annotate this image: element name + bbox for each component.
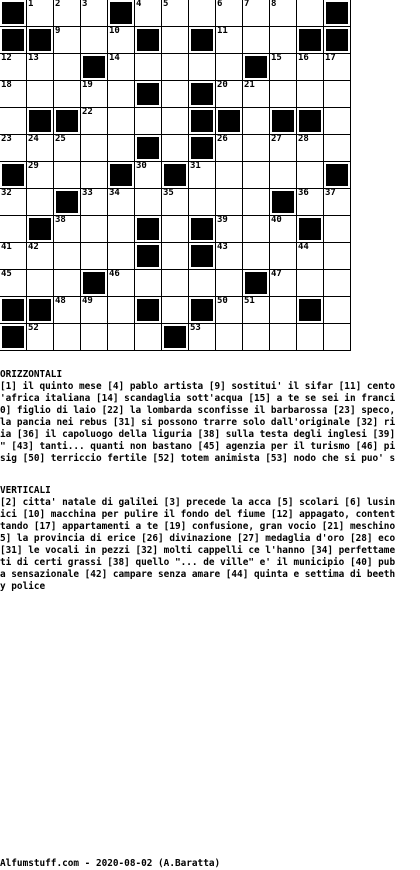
grid-cell[interactable]: [81, 162, 108, 189]
black-cell: [189, 81, 216, 108]
grid-cell[interactable]: [243, 243, 270, 270]
black-cell: [297, 108, 324, 135]
across-clue-line: " [43] tanti... quanti non bastano [45] agenzia per il turismo [46] pi: [0, 441, 396, 452]
grid-cell[interactable]: [81, 216, 108, 243]
grid-cell[interactable]: [243, 324, 270, 351]
grid-cell[interactable]: [216, 297, 243, 324]
clue-number: 18: [1, 80, 12, 90]
grid-cell[interactable]: [297, 135, 324, 162]
grid-cell[interactable]: [0, 270, 27, 297]
clue-number: 22: [82, 107, 93, 117]
black-cell-fill: [2, 299, 24, 321]
grid-cell[interactable]: [270, 297, 297, 324]
clue-number: 12: [1, 53, 12, 63]
grid-cell[interactable]: [189, 0, 216, 27]
grid-cell[interactable]: [54, 270, 81, 297]
grid-cell[interactable]: [324, 189, 351, 216]
footer-credit: Alfumstuff.com - 2020-08-02 (A.Baratta): [0, 858, 221, 869]
grid-cell[interactable]: [297, 162, 324, 189]
grid-cell[interactable]: [243, 216, 270, 243]
black-cell: [81, 54, 108, 81]
grid-cell[interactable]: [243, 135, 270, 162]
grid-cell[interactable]: [81, 189, 108, 216]
grid-cell[interactable]: [216, 54, 243, 81]
clue-number: 36: [298, 188, 309, 198]
grid-cell[interactable]: [135, 108, 162, 135]
grid-cell[interactable]: [162, 27, 189, 54]
black-cell-fill: [137, 218, 159, 240]
clue-number: 15: [271, 53, 282, 63]
grid-cell[interactable]: [0, 108, 27, 135]
clue-number: 40: [271, 215, 282, 225]
clue-number: 8: [271, 0, 277, 9]
down-clue-line: ici [10] macchina per pulire il fondo del fiume [12] appagato, content: [0, 509, 396, 520]
clue-number: 34: [109, 188, 120, 198]
black-cell: [27, 297, 54, 324]
grid-cell[interactable]: [189, 324, 216, 351]
black-cell-fill: [29, 299, 51, 321]
grid-cell[interactable]: [162, 216, 189, 243]
grid-cell[interactable]: [270, 135, 297, 162]
down-clue-line: [31] le vocali in pezzi [32] molti cappelli ce l'hanno [34] perfettame: [0, 545, 396, 556]
clue-number: 13: [28, 53, 39, 63]
grid-cell[interactable]: [324, 270, 351, 297]
black-cell-fill: [326, 164, 348, 186]
black-cell-fill: [29, 29, 51, 51]
crossword-grid: [0, 0, 351, 351]
black-cell: [189, 297, 216, 324]
grid-cell[interactable]: [216, 189, 243, 216]
clue-number: 1: [28, 0, 34, 9]
black-cell: [135, 243, 162, 270]
clue-number: 3: [82, 0, 88, 9]
clue-number: 27: [271, 134, 282, 144]
black-cell-fill: [326, 2, 348, 24]
grid-cell[interactable]: [27, 0, 54, 27]
grid-cell[interactable]: [0, 54, 27, 81]
black-cell: [297, 27, 324, 54]
black-cell-fill: [299, 29, 321, 51]
grid-cell[interactable]: [81, 135, 108, 162]
across-clue-line: ia [36] il capoluogo della liguria [38] sulla testa degli inglesi [39]: [0, 429, 396, 440]
black-cell: [297, 297, 324, 324]
black-cell: [81, 270, 108, 297]
black-cell-fill: [299, 218, 321, 240]
black-cell-fill: [29, 218, 51, 240]
grid-cell[interactable]: [324, 81, 351, 108]
grid-cell[interactable]: [297, 270, 324, 297]
grid-cell[interactable]: [0, 135, 27, 162]
clue-number: 37: [325, 188, 336, 198]
black-cell: [189, 108, 216, 135]
clue-number: 45: [1, 269, 12, 279]
black-cell: [324, 27, 351, 54]
black-cell-fill: [191, 299, 213, 321]
grid-cell[interactable]: [297, 54, 324, 81]
grid-cell[interactable]: [243, 162, 270, 189]
clue-number: 43: [217, 242, 228, 252]
across-clue-line: [1] il quinto mese [4] pablo artista [9] sostitui' il sifar [11] cento: [0, 381, 396, 392]
grid-cell[interactable]: [189, 162, 216, 189]
clue-number: 4: [136, 0, 142, 9]
black-cell-fill: [191, 137, 213, 159]
grid-cell[interactable]: [108, 81, 135, 108]
clue-number: 2: [55, 0, 61, 9]
grid-cell[interactable]: [108, 54, 135, 81]
black-cell: [108, 0, 135, 27]
grid-cell[interactable]: [81, 324, 108, 351]
clue-number: 25: [55, 134, 66, 144]
black-cell-fill: [110, 2, 132, 24]
grid-cell[interactable]: [54, 324, 81, 351]
grid-cell[interactable]: [297, 189, 324, 216]
black-cell: [270, 108, 297, 135]
black-cell: [270, 189, 297, 216]
clue-number: 19: [82, 80, 93, 90]
down-clue-line: a sensazionale [42] campare senza amare [44] quinta e settima di beeth: [0, 569, 396, 580]
grid-cell[interactable]: [27, 54, 54, 81]
across-heading: ORIZZONTALI: [0, 369, 63, 380]
grid-cell[interactable]: [324, 108, 351, 135]
black-cell: [0, 162, 27, 189]
clue-number: 52: [28, 323, 39, 333]
clue-number: 33: [82, 188, 93, 198]
grid-cell[interactable]: [324, 324, 351, 351]
grid-cell[interactable]: [54, 81, 81, 108]
grid-cell[interactable]: [54, 297, 81, 324]
grid-cell[interactable]: [270, 54, 297, 81]
grid-cell[interactable]: [27, 189, 54, 216]
grid-cell[interactable]: [27, 324, 54, 351]
grid-cell[interactable]: [54, 243, 81, 270]
grid-cell[interactable]: [162, 189, 189, 216]
clue-number: 32: [1, 188, 12, 198]
clue-number: 38: [55, 215, 66, 225]
black-cell: [108, 162, 135, 189]
grid-cell[interactable]: [216, 0, 243, 27]
clue-number: 26: [217, 134, 228, 144]
clue-number: 31: [190, 161, 201, 171]
grid-cell[interactable]: [297, 81, 324, 108]
grid-cell[interactable]: [108, 243, 135, 270]
clue-number: 21: [244, 80, 255, 90]
grid-cell[interactable]: [270, 162, 297, 189]
grid-cell[interactable]: [54, 162, 81, 189]
grid-cell[interactable]: [270, 270, 297, 297]
clue-number: 39: [217, 215, 228, 225]
grid-cell[interactable]: [270, 216, 297, 243]
grid-cell[interactable]: [297, 0, 324, 27]
grid-cell[interactable]: [216, 270, 243, 297]
grid-cell[interactable]: [324, 54, 351, 81]
grid-cell[interactable]: [243, 0, 270, 27]
grid-cell[interactable]: [216, 162, 243, 189]
black-cell-fill: [2, 164, 24, 186]
grid-cell[interactable]: [216, 81, 243, 108]
clue-number: 9: [55, 26, 61, 36]
grid-cell[interactable]: [81, 243, 108, 270]
black-cell-fill: [137, 245, 159, 267]
down-clue-line: tando [17] appartamenti a te [19] confusione, gran vocio [21] meschino: [0, 521, 396, 532]
clue-number: 49: [82, 296, 93, 306]
clue-number: 30: [136, 161, 147, 171]
grid-cell[interactable]: [270, 27, 297, 54]
grid-cell[interactable]: [81, 0, 108, 27]
clue-number: 14: [109, 53, 120, 63]
black-cell: [27, 27, 54, 54]
clue-number: 51: [244, 296, 255, 306]
grid-cell[interactable]: [243, 81, 270, 108]
clue-number: 42: [28, 242, 39, 252]
black-cell: [189, 135, 216, 162]
grid-cell[interactable]: [54, 54, 81, 81]
grid-cell[interactable]: [27, 243, 54, 270]
grid-cell[interactable]: [216, 135, 243, 162]
grid-cell[interactable]: [216, 216, 243, 243]
grid-cell[interactable]: [135, 54, 162, 81]
black-cell: [135, 27, 162, 54]
black-cell-fill: [137, 83, 159, 105]
clue-number: 7: [244, 0, 250, 9]
black-cell: [162, 162, 189, 189]
clue-number: 20: [217, 80, 228, 90]
clue-number: 46: [109, 269, 120, 279]
down-clues: [0, 497, 420, 593]
black-cell: [162, 324, 189, 351]
clue-number: 50: [217, 296, 228, 306]
black-cell: [189, 27, 216, 54]
clue-number: 47: [271, 269, 282, 279]
black-cell: [0, 297, 27, 324]
black-cell: [135, 81, 162, 108]
grid-cell[interactable]: [216, 324, 243, 351]
grid-cell[interactable]: [135, 189, 162, 216]
black-cell: [297, 216, 324, 243]
black-cell: [189, 216, 216, 243]
across-clues: [0, 381, 420, 465]
black-cell-fill: [164, 164, 186, 186]
black-cell: [135, 135, 162, 162]
black-cell-fill: [191, 110, 213, 132]
grid-cell[interactable]: [189, 270, 216, 297]
black-cell-fill: [110, 164, 132, 186]
across-clue-line: la pancia nei rebus [31] si possono trarre solo dall'originale [32] ri: [0, 417, 396, 428]
grid-cell[interactable]: [324, 297, 351, 324]
grid-cell[interactable]: [0, 216, 27, 243]
grid-cell[interactable]: [135, 0, 162, 27]
grid-cell[interactable]: [54, 27, 81, 54]
grid-cell[interactable]: [162, 297, 189, 324]
black-cell-fill: [56, 191, 78, 213]
black-cell: [135, 216, 162, 243]
grid-cell[interactable]: [162, 81, 189, 108]
clue-number: 17: [325, 53, 336, 63]
grid-cell[interactable]: [27, 135, 54, 162]
black-cell-fill: [2, 29, 24, 51]
black-cell-fill: [164, 326, 186, 348]
clue-number: 48: [55, 296, 66, 306]
black-cell-fill: [218, 110, 240, 132]
grid-cell[interactable]: [297, 243, 324, 270]
clue-number: 44: [298, 242, 309, 252]
grid-cell[interactable]: [243, 27, 270, 54]
clue-number: 11: [217, 26, 228, 36]
grid-cell[interactable]: [162, 108, 189, 135]
grid-cell[interactable]: [108, 189, 135, 216]
clue-number: 28: [298, 134, 309, 144]
grid-cell[interactable]: [324, 216, 351, 243]
grid-cell[interactable]: [162, 270, 189, 297]
black-cell-fill: [245, 272, 267, 294]
grid-cell[interactable]: [0, 243, 27, 270]
grid-cell[interactable]: [162, 54, 189, 81]
grid-cell[interactable]: [324, 135, 351, 162]
grid-cell[interactable]: [243, 108, 270, 135]
grid-cell[interactable]: [162, 135, 189, 162]
grid-cell[interactable]: [27, 81, 54, 108]
black-cell: [135, 297, 162, 324]
grid-cell[interactable]: [135, 324, 162, 351]
grid-cell[interactable]: [81, 81, 108, 108]
black-cell: [54, 108, 81, 135]
black-cell-fill: [2, 2, 24, 24]
clue-number: 5: [163, 0, 169, 9]
black-cell: [0, 0, 27, 27]
black-cell: [324, 0, 351, 27]
grid-cell[interactable]: [189, 54, 216, 81]
grid-cell[interactable]: [243, 189, 270, 216]
clue-number: 35: [163, 188, 174, 198]
black-cell: [189, 243, 216, 270]
down-clue-line: [2] citta' natale di galilei [3] precede la acca [5] scolari [6] lusin: [0, 497, 396, 508]
black-cell: [27, 108, 54, 135]
grid-cell[interactable]: [216, 27, 243, 54]
grid-cell[interactable]: [108, 324, 135, 351]
grid-cell[interactable]: [270, 81, 297, 108]
grid-cell[interactable]: [108, 297, 135, 324]
grid-cell[interactable]: [162, 0, 189, 27]
grid-cell[interactable]: [270, 324, 297, 351]
grid-cell[interactable]: [81, 27, 108, 54]
black-cell-fill: [137, 299, 159, 321]
down-clue-line: ti di certi grassi [38] quello "... de ville" e' il municipio [40] pub: [0, 557, 396, 568]
clue-number: 10: [109, 26, 120, 36]
grid-cell[interactable]: [81, 297, 108, 324]
grid-cell[interactable]: [54, 0, 81, 27]
grid-cell[interactable]: [108, 216, 135, 243]
clue-number: 24: [28, 134, 39, 144]
grid-cell[interactable]: [108, 270, 135, 297]
black-cell: [54, 189, 81, 216]
black-cell-fill: [137, 137, 159, 159]
down-heading: VERTICALI: [0, 485, 51, 496]
black-cell-fill: [245, 56, 267, 78]
black-cell-fill: [326, 29, 348, 51]
clue-number: 6: [217, 0, 223, 9]
black-cell-fill: [29, 110, 51, 132]
grid-cell[interactable]: [135, 270, 162, 297]
across-clue-line: 'africa italiana [14] scandaglia sott'acqua [15] a te se sei in franci: [0, 393, 396, 404]
black-cell-fill: [2, 326, 24, 348]
grid-cell[interactable]: [0, 81, 27, 108]
black-cell: [0, 324, 27, 351]
grid-cell[interactable]: [81, 108, 108, 135]
grid-cell[interactable]: [27, 162, 54, 189]
black-cell: [0, 27, 27, 54]
grid-cell[interactable]: [270, 243, 297, 270]
black-cell-fill: [191, 218, 213, 240]
down-clue-line: 5] la provincia di erice [26] divinazione [27] medaglia d'oro [28] eco: [0, 533, 396, 544]
grid-cell[interactable]: [54, 135, 81, 162]
grid-cell[interactable]: [135, 162, 162, 189]
grid-cell[interactable]: [243, 297, 270, 324]
grid-cell[interactable]: [108, 135, 135, 162]
grid-cell[interactable]: [189, 189, 216, 216]
grid-cell[interactable]: [0, 189, 27, 216]
black-cell: [243, 54, 270, 81]
black-cell-fill: [83, 272, 105, 294]
grid-cell[interactable]: [324, 243, 351, 270]
black-cell: [216, 108, 243, 135]
black-cell-fill: [299, 299, 321, 321]
grid-cell[interactable]: [270, 0, 297, 27]
black-cell: [27, 216, 54, 243]
grid-cell[interactable]: [162, 243, 189, 270]
black-cell: [243, 270, 270, 297]
across-clue-line: 0] figlio di laio [22] la lombarda sconfisse il barbarossa [23] speco,: [0, 405, 396, 416]
clue-number: 41: [1, 242, 12, 252]
grid-cell[interactable]: [108, 27, 135, 54]
black-cell-fill: [272, 191, 294, 213]
grid-cell[interactable]: [54, 216, 81, 243]
black-cell-fill: [56, 110, 78, 132]
grid-cell[interactable]: [27, 270, 54, 297]
black-cell: [324, 162, 351, 189]
black-cell-fill: [191, 245, 213, 267]
clue-number: 29: [28, 161, 39, 171]
clue-number: 53: [190, 323, 201, 333]
grid-cell[interactable]: [216, 243, 243, 270]
grid-cell[interactable]: [108, 108, 135, 135]
grid-cell[interactable]: [297, 324, 324, 351]
black-cell-fill: [191, 29, 213, 51]
black-cell-fill: [83, 56, 105, 78]
down-clue-line: y police: [0, 581, 46, 592]
black-cell-fill: [137, 29, 159, 51]
black-cell-fill: [272, 110, 294, 132]
black-cell-fill: [191, 83, 213, 105]
black-cell-fill: [299, 110, 321, 132]
clue-number: 16: [298, 53, 309, 63]
across-clue-line: sig [50] terriccio fertile [52] totem animista [53] nodo che si puo' s: [0, 453, 396, 464]
clue-number: 23: [1, 134, 12, 144]
